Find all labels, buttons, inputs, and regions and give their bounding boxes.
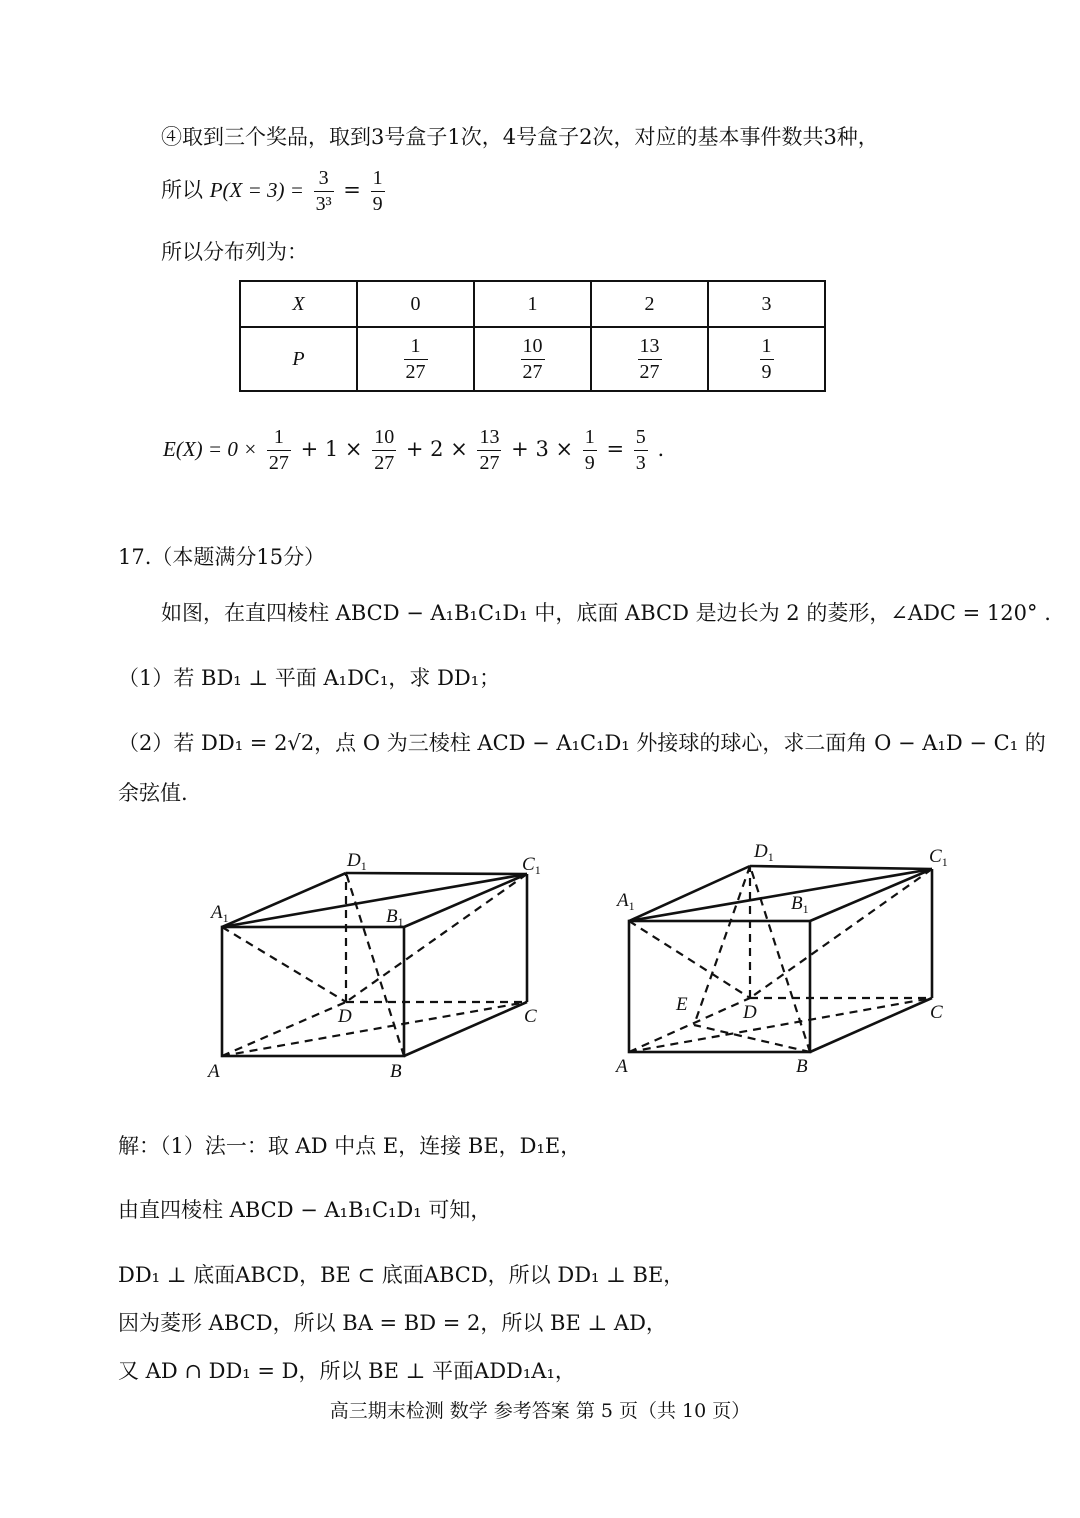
edge-b1c1 xyxy=(404,874,527,927)
table-cell-p2: $\frac{13}{27}$ xyxy=(591,327,708,391)
label-a1: A xyxy=(211,902,223,923)
table-header-x: X xyxy=(240,281,357,327)
exp-term4: $\frac{1}{9}$ xyxy=(584,426,595,474)
distribution-intro: 所以分布列为： xyxy=(161,240,308,264)
label-d1: D xyxy=(347,850,361,871)
exp-result: $\frac{5}{3}$ xyxy=(635,426,646,474)
table-cell-p1: $\frac{10}{27}$ xyxy=(474,327,591,391)
svg-text:A1: $A_1$ xyxy=(617,890,635,913)
edge-a1d1 xyxy=(222,873,346,927)
label-d: D xyxy=(338,1006,352,1027)
exp-eq: = xyxy=(606,437,625,461)
prob-fraction-2 xyxy=(371,168,385,215)
hidden-c1d xyxy=(750,869,932,998)
prob-frac1-num: 3 xyxy=(318,167,329,189)
exp-term3: $\frac{13}{27}$ xyxy=(479,426,500,474)
hidden-d1e xyxy=(694,866,750,1025)
table-cell-x3: 3 xyxy=(708,281,825,327)
prob-equals: = xyxy=(343,178,361,202)
edge-bc xyxy=(404,1002,527,1056)
svg-text:B1: $B_1$ xyxy=(791,893,809,916)
problem-heading: 17.（本题满分15分） xyxy=(118,545,326,569)
solution-line-4: 因为菱形 ABCD，所以 BA = BD = 2，所以 BE ⊥ AD， xyxy=(118,1311,667,1335)
label-b1: B xyxy=(791,893,803,914)
diag-a1c1 xyxy=(629,869,932,921)
svg-text:C1: $C_1$ xyxy=(929,846,948,869)
hidden-c1d xyxy=(346,874,527,1002)
label-b: B xyxy=(390,1061,402,1082)
prob-frac2-den: 9 xyxy=(372,193,383,215)
label-c: C xyxy=(524,1006,537,1027)
distribution-table xyxy=(239,280,826,392)
prob-lhs: P(X = 3) = xyxy=(209,178,304,202)
expectation-formula xyxy=(163,427,664,474)
exp-op1: + 1 × xyxy=(300,437,363,461)
label-b: B xyxy=(796,1056,808,1077)
label-c1: C xyxy=(522,854,535,875)
label-a1: A xyxy=(617,890,629,911)
edge-d1c1 xyxy=(750,866,932,869)
expectation-lhs: E(X) = 0 × xyxy=(163,437,258,461)
hidden-a1d xyxy=(629,921,750,998)
label-d1: D xyxy=(754,841,768,862)
solution-line-5: 又 AD ∩ DD₁ = D，所以 BE ⊥ 平面ADD₁A₁， xyxy=(118,1359,576,1383)
exp-end: . xyxy=(657,437,665,461)
table-header-p: P xyxy=(240,327,357,391)
prism-figure-left xyxy=(200,840,560,1090)
front-face xyxy=(629,921,810,1052)
prism-figure-right xyxy=(605,830,975,1085)
prob-formula xyxy=(161,168,388,215)
svg-text:D1: $D_1$ xyxy=(347,850,367,873)
label-e: E xyxy=(676,994,688,1015)
front-face xyxy=(222,927,404,1056)
prob-frac2-num: 1 xyxy=(372,167,383,189)
label-c: C xyxy=(930,1002,943,1023)
hidden-ad xyxy=(629,998,750,1052)
label-c1: C xyxy=(929,846,942,867)
label-d: D xyxy=(743,1002,757,1023)
svg-text:B1: $B_1$ xyxy=(386,906,404,929)
problem-part1: （1）若 BD₁ ⊥ 平面 A₁DC₁，求 DD₁； xyxy=(118,666,501,690)
edge-bc xyxy=(810,998,932,1052)
solution-line-3: DD₁ ⊥ 底面ABCD，BE ⊂ 底面ABCD，所以 DD₁ ⊥ BE， xyxy=(118,1263,685,1287)
diag-a1c1 xyxy=(222,874,527,927)
hidden-a1d xyxy=(222,927,346,1002)
problem-part2: （2）若 DD₁ = 2√2，点 O 为三棱柱 ACD − A₁C₁D₁ 外接球的球心，求二面角 O − A₁D − C₁ 的 xyxy=(118,731,1046,755)
prob-frac1-den: 3³ xyxy=(315,193,332,215)
exp-term1: $\frac{1}{27}$ xyxy=(268,426,289,474)
table-cell-x0: 0 xyxy=(357,281,474,327)
hidden-ad xyxy=(222,1002,346,1056)
table-row-x xyxy=(240,281,825,327)
prob-fraction-1 xyxy=(314,168,334,215)
page-footer: 高三期末检测 数学 参考答案 第 5 页（共 10 页） xyxy=(329,1400,751,1422)
label-a: A xyxy=(616,1056,628,1077)
label-a: A xyxy=(208,1061,220,1082)
table-row-p xyxy=(240,327,825,391)
prob-prefix: 所以 xyxy=(161,178,203,202)
solution-line-2: 由直四棱柱 ABCD − A₁B₁C₁D₁ 可知， xyxy=(118,1198,492,1222)
problem-statement: 如图，在直四棱柱 ABCD − A₁B₁C₁D₁ 中，底面 ABCD 是边长为 2 的菱形，∠ADC = 120° . xyxy=(161,601,1051,625)
svg-text:D1: $D_1$ xyxy=(754,841,774,864)
hidden-be xyxy=(694,1025,810,1052)
svg-text:A1: $A_1$ xyxy=(211,902,229,925)
label-b1: B xyxy=(386,906,398,927)
exp-term2: $\frac{10}{27}$ xyxy=(374,426,395,474)
table-cell-p3: $\frac{1}{9}$ xyxy=(708,327,825,391)
table-cell-x1: 1 xyxy=(474,281,591,327)
case4-text: ④取到三个奖品，取到3号盒子1次，4号盒子2次，对应的基本事件数共3种， xyxy=(161,125,879,149)
hidden-ac xyxy=(629,998,932,1052)
exp-op3: + 3 × xyxy=(511,437,574,461)
edge-d1c1 xyxy=(346,873,527,874)
exp-op2: + 2 × xyxy=(405,437,468,461)
solution-line-1: 解：（1）法一：取 AD 中点 E，连接 BE，D₁E， xyxy=(118,1134,582,1158)
svg-text:C1: $C_1$ xyxy=(522,854,541,877)
problem-part2-cont: 余弦值. xyxy=(118,781,188,805)
table-cell-p0: $\frac{1}{27}$ xyxy=(357,327,474,391)
hidden-ac xyxy=(222,1002,527,1056)
table-cell-x2: 2 xyxy=(591,281,708,327)
edge-a1d1 xyxy=(629,866,750,921)
